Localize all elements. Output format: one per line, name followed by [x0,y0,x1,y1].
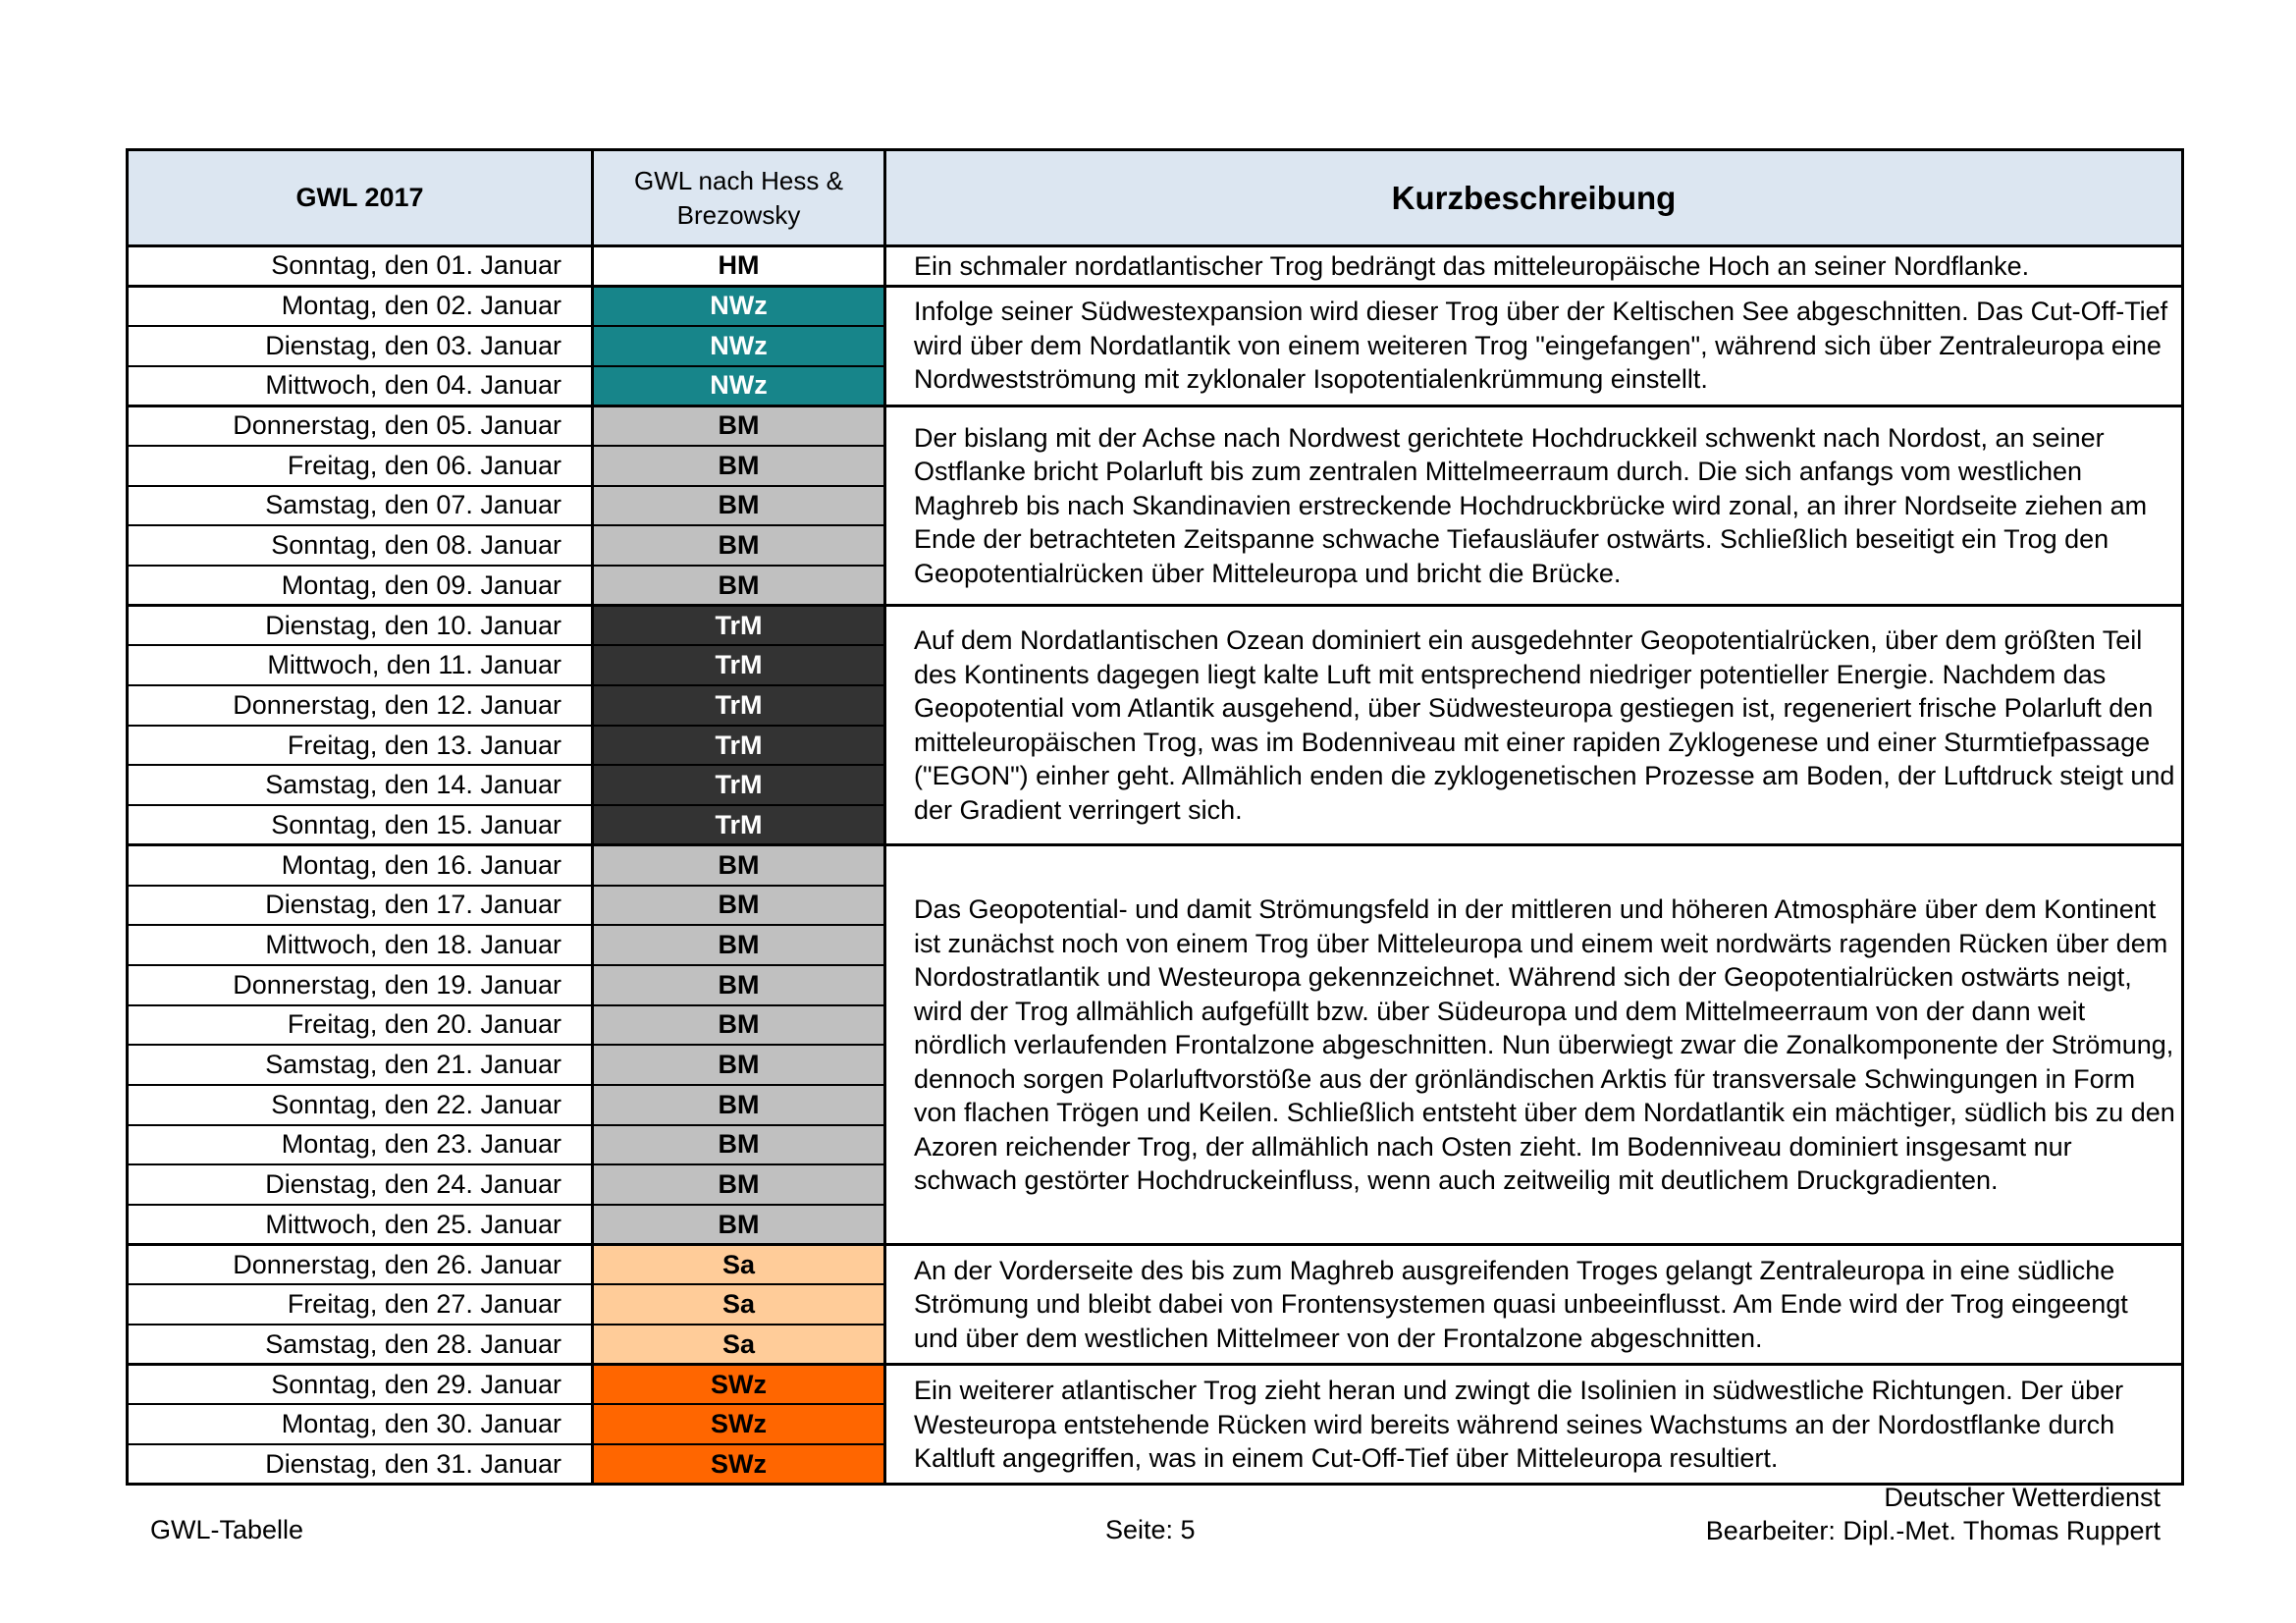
gwl-code-cell: HM [593,246,885,287]
table-header-row [128,150,2183,246]
gwl-code-cell: SWz [593,1444,885,1485]
date-cell: Montag, den 23. Januar [128,1125,593,1165]
date-cell: Donnerstag, den 26. Januar [128,1245,593,1285]
description-cell: Der bislang mit der Achse nach Nordwest gerichtete Hochdruckkeil schwenkt nach Nordost, an seiner Ostflanke bricht Polarluft bis zum zentralen Mittelmeerraum durch. Die sich anfangs vom westlichen Maghreb bis nach Skandinavien erstreckende Hochdruckbrücke wird zonal, an ihrer Nordseite ziehen am Ende der betrachteten Zeitspanne schwache Tiefausläufer ostwärts. Schließlich beseitigt ein Trog den Geopotentialrücken über Mitteleuropa und bricht die Brücke. [885,406,2183,605]
gwl-code-cell: BM [593,1085,885,1125]
gwl-code-cell: NWz [593,326,885,366]
date-cell: Freitag, den 27. Januar [128,1284,593,1325]
gwl-code-cell: Sa [593,1284,885,1325]
date-cell: Sonntag, den 22. Januar [128,1085,593,1125]
gwl-code-cell: BM [593,886,885,926]
description-cell: Infolge seiner Südwestexpansion wird dieser Trog über der Keltischen See abgeschnitten. Das Cut-Off-Tief wird über dem Nordatlantik von einem weiteren Trog "eingefangen", während sich über Zentraleuropa eine Nordwestströmung mit zyklonaler Isopotentialenkrümmung einstellt. [885,286,2183,406]
date-cell: Freitag, den 20. Januar [128,1005,593,1046]
header-gwl-classification-line1: GWL nach Hess & [634,165,843,195]
header-gwl-classification-line2: Brezowsky [676,199,801,230]
date-cell: Sonntag, den 08. Januar [128,525,593,566]
date-cell: Dienstag, den 03. Januar [128,326,593,366]
gwl-code-cell: BM [593,1045,885,1085]
date-cell: Sonntag, den 15. Januar [128,805,593,845]
date-cell: Sonntag, den 01. Januar [128,246,593,287]
gwl-code-cell: BM [593,486,885,526]
gwl-code-cell: BM [593,406,885,446]
footer-document-title: GWL-Tabelle [150,1515,304,1544]
table-row [128,606,2183,646]
footer-page-number: Seite: 5 [1105,1515,1196,1544]
gwl-code-cell: BM [593,965,885,1005]
date-cell: Montag, den 09. Januar [128,566,593,606]
date-cell: Donnerstag, den 05. Januar [128,406,593,446]
date-cell: Montag, den 02. Januar [128,286,593,326]
table-row [128,1365,2183,1405]
description-cell: Ein weiterer atlantischer Trog zieht heran und zwingt die Isolinien in südwestliche Richtungen. Der über Westeuropa entstehende Rücken wird bereits während seines Wachstums an der Nordostflanke durch Kaltluft angegriffen, was in einem Cut-Off-Tief über Mitteleuropa resultiert. [885,1365,2183,1485]
date-cell: Freitag, den 06. Januar [128,446,593,486]
date-cell: Samstag, den 14. Januar [128,765,593,805]
description-cell: Auf dem Nordatlantischen Ozean dominiert ein ausgedehnter Geopotentialrücken, über dem größten Teil des Kontinents dagegen liegt kalte Luft mit entsprechend niedriger potentieller Energie. Nachdem das Geopotential vom Atlantik ausgehend, über Südwesteuropa gestiegen ist, regeneriert frische Polarluft den mitteleuropäischen Trog, was im Bodenniveau mit einer rapiden Zyklogenese und einer Sturmtiefpassage ("EGON") einher geht. Allmählich enden die zyklogenetischen Prozesse am Boden, der Luftdruck steigt und der Gradient verringert sich. [885,606,2183,845]
date-cell: Dienstag, den 17. Januar [128,886,593,926]
date-cell: Donnerstag, den 19. Januar [128,965,593,1005]
gwl-table [126,148,2184,1486]
footer-editor: Bearbeiter: Dipl.-Met. Thomas Ruppert [1705,1516,2161,1545]
footer-author-block [1706,1481,2161,1547]
table-row [128,286,2183,326]
table-row [128,246,2183,287]
date-cell: Dienstag, den 24. Januar [128,1164,593,1205]
date-cell: Dienstag, den 10. Januar [128,606,593,646]
date-cell: Mittwoch, den 18. Januar [128,925,593,965]
gwl-code-cell: BM [593,845,885,886]
date-cell: Samstag, den 28. Januar [128,1325,593,1365]
gwl-code-cell: TrM [593,606,885,646]
date-cell: Donnerstag, den 12. Januar [128,685,593,726]
table-row [128,406,2183,446]
date-cell: Montag, den 30. Januar [128,1404,593,1444]
header-description: Kurzbeschreibung [885,150,2183,246]
header-gwl-year: GWL 2017 [128,150,593,246]
gwl-code-cell: BM [593,1005,885,1046]
gwl-code-cell: BM [593,1205,885,1245]
date-cell: Samstag, den 21. Januar [128,1045,593,1085]
gwl-code-cell: TrM [593,765,885,805]
date-cell: Freitag, den 13. Januar [128,726,593,766]
gwl-code-cell: SWz [593,1404,885,1444]
gwl-code-cell: BM [593,1125,885,1165]
gwl-code-cell: Sa [593,1325,885,1365]
gwl-code-cell: BM [593,1164,885,1205]
description-cell: Ein schmaler nordatlantischer Trog bedrängt das mitteleuropäische Hoch an seiner Nordflanke. [885,246,2183,287]
gwl-code-cell: TrM [593,645,885,685]
gwl-code-cell: NWz [593,286,885,326]
gwl-code-cell: TrM [593,726,885,766]
header-gwl-classification [593,150,885,246]
description-cell: Das Geopotential- und damit Strömungsfeld in der mittleren und höheren Atmosphäre über dem Kontinent ist zunächst noch von einem Trog über Mitteleuropa und einem weit nordwärts ragenden Rücken über dem Nordostratlantik und Westeuropa gekennzeichnet. Während sich der Geopotentialrücken ostwärts neigt, wird der Trog allmählich aufgefüllt bzw. über Südeuropa und dem Mittelmeerraum von der dann weit nördlich verlaufenden Frontalzone abgeschnitten. Nun überwiegt zwar die Zonalkomponente der Strömung, dennoch sorgen Polarluftvorstöße aus der grönländischen Arktis für transversale Schwingungen in Form von flachen Trögen und Keilen. Schließlich entsteht über dem Nordatlantik ein mächtiger, südlich bis zu den Azoren reichender Trog, der allmählich nach Osten zieht. Im Bodenniveau dominiert insgesamt nur schwach gestörter Hochdruckeinfluss, wenn auch zeitweilig mit deutlichem Druckgradienten. [885,845,2183,1245]
date-cell: Dienstag, den 31. Januar [128,1444,593,1485]
gwl-code-cell: BM [593,525,885,566]
table-row [128,845,2183,886]
date-cell: Mittwoch, den 04. Januar [128,366,593,406]
description-cell: An der Vorderseite des bis zum Maghreb ausgreifenden Troges gelangt Zentraleuropa in eine südliche Strömung und bleibt dabei von Frontensystemen quasi unbeeinflusst. Am Ende wird der Trog eingeengt und über dem westlichen Mittelmeer von der Frontalzone abgeschnitten. [885,1245,2183,1365]
gwl-code-cell: BM [593,566,885,606]
table-body [128,246,2183,1485]
date-cell: Sonntag, den 29. Januar [128,1365,593,1405]
table-row [128,1245,2183,1285]
footer-organization: Deutscher Wetterdienst [1884,1483,2161,1512]
date-cell: Samstag, den 07. Januar [128,486,593,526]
date-cell: Montag, den 16. Januar [128,845,593,886]
gwl-code-cell: BM [593,925,885,965]
gwl-code-cell: NWz [593,366,885,406]
gwl-code-cell: Sa [593,1245,885,1285]
gwl-code-cell: TrM [593,805,885,845]
gwl-code-cell: SWz [593,1365,885,1405]
date-cell: Mittwoch, den 25. Januar [128,1205,593,1245]
gwl-code-cell: BM [593,446,885,486]
gwl-code-cell: TrM [593,685,885,726]
date-cell: Mittwoch, den 11. Januar [128,645,593,685]
